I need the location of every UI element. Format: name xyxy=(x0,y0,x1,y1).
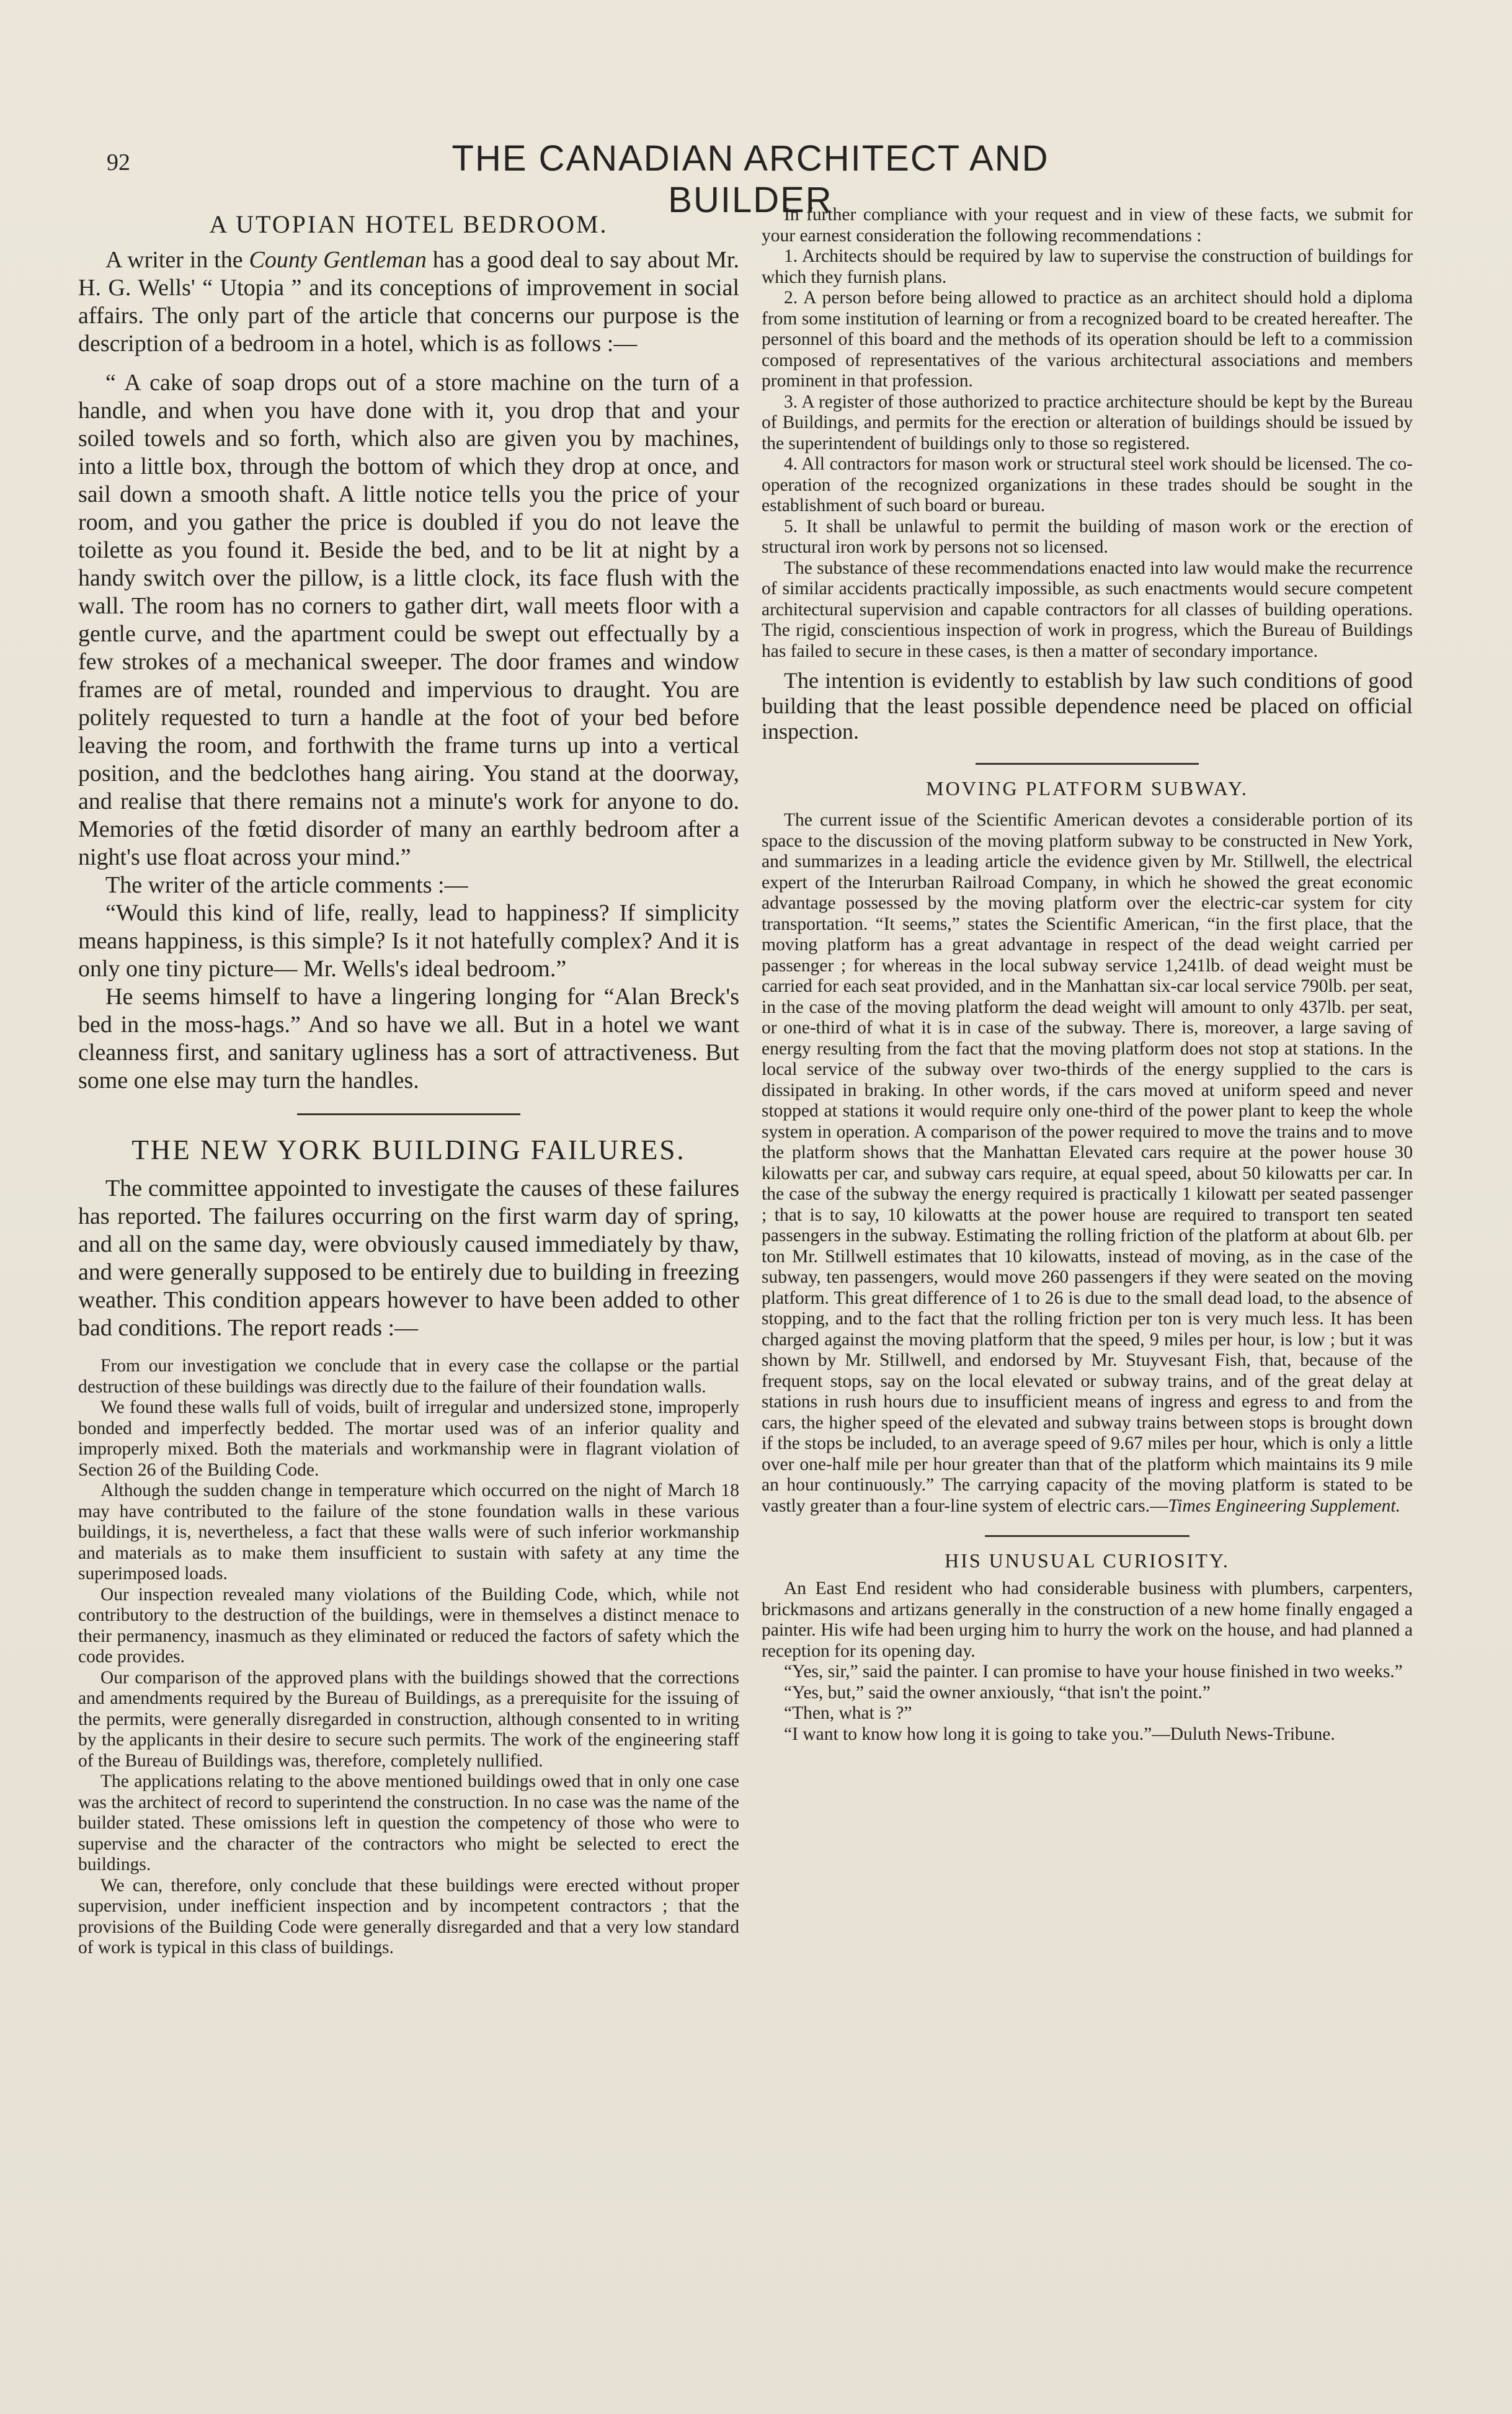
report-paragraph: We found these walls full of voids, built of irregular and undersized stone, improperly bonded and imperfectly bedded. The mortar used was of an inferior quality and improperly mixed. Both the materials and workmanship were in flagrant violation of Section 26 of the Building Code. xyxy=(78,1397,739,1480)
curiosity-paragraph: “Yes, but,” said the owner anxiously, “that isn't the point.” xyxy=(784,1682,1211,1703)
report-paragraph: In further compliance with your request and in view of these facts, we submit for your earnest consideration the following recommendations : xyxy=(762,205,1413,246)
failures-conclusion: The intention is evidently to establish by law such conditions of good building that the least possible dependence need be placed on official inspection. xyxy=(762,668,1413,744)
right-column xyxy=(762,205,1413,1745)
failures-intro: The committee appointed to investigate the causes of these failures has reported. The failures occurring on the first warm day of spring, and all on the same day, were obviously caused immediately by thaw, and were generally supposed to be entirely due to building in freezing weather. This condition appears however to have been added to other bad conditions. The report reads :— xyxy=(78,1175,739,1341)
failures-conclusion-block xyxy=(762,668,1413,744)
article-heading-moving-platform: MOVING PLATFORM SUBWAY. xyxy=(926,777,1248,799)
utopian-comment-quote: “Would this kind of life, really, lead to happiness? If simplicity means happiness, is this simple? Is it not hatefully complex? And it is only one tiny picture— Mr. Wells's ideal bedroom.” xyxy=(78,900,739,982)
failures-report-left xyxy=(78,1356,739,1959)
section-divider xyxy=(297,1113,520,1115)
article-moving-platform xyxy=(762,810,1413,1517)
report-paragraph: Our comparison of the approved plans with the buildings showed that the corrections and amendments required by the Bureau of Buildings, as a prerequisite for the issuing of the permits, were generally disregarded in construction, although consented to in writing by the applicants in their desire to secure such permits. The work of the engineering staff of the Bureau of Buildings was, therefore, completely nullified. xyxy=(78,1667,739,1771)
utopian-intro xyxy=(78,246,739,358)
report-paragraph: We can, therefore, only conclude that these buildings were erected without proper supervision, under inefficient inspection and by incompetent contractors ; that the provisions of the Building Code were generally disregarded and that a very low standard of work is typical in this class of buildings. xyxy=(78,1875,739,1957)
moving-platform-text: The current issue of the Scientific American devotes a considerable portion of its space to the discussion of the moving platform subway to be constructed in New York, and summarizes in a leading article the evidence given by Mr. Stillwell, the electrical expert of the Interurban Railroad Company, in which he showed the great economic advantage possessed by the moving platform over the electric-car system for city transportation. “It seems,” states the Scientific American, “in the first place, that the moving platform has a great advantage in respect of the dead weight carried per passenger ; for whereas in the local subway service 1,241lb. of dead weight must be carried for each seat provided, and in the Manhattan six-car local service 790lb. per seat, in the case of the moving platform the dead weight will amount to only 437lb. per seat, or one-third of what it is in case of the subway. There is, moreover, a large saving of energy resulting from the fact that the moving platform does not stop at stations. In the local service of the subway over two-thirds of the energy supplied to the cars is dissipated in braking. In other words, if the cars moved at uniform speed and never stopped at stations it would require only one-third of the power plant to keep the whole system in operation. A comparison of the power required to move the trains and to move the platform shows that the Manhattan Elevated cars require at the power house 30 kilowatts per car, and subway cars require, at equal speed, about 50 kilowatts per car. In the case of the subway the energy required is practically 1 kilowatt per seated passenger ; that is to say, 10 kilowatts at the power house are required to transport ten seated passengers in the subway. Estimating the rolling friction of the platform at about 6lb. per ton Mr. Stillwell estimates that 10 kilowatts, instead of moving, as in the case of the subway, ten passengers, would move 260 passengers if they were seated on the moving platform. This great difference of 1 to 26 is due to the small dead load, to the absence of stopping, and to the fact that the rolling friction per ton is very much less. It has been charged against the moving platform that the speed, 9 miles per hour, is low ; but it was shown by Mr. Stillwell, and endorsed by Mr. Stuyvesant Fish, that, because of the frequent stops, say on the local elevated or subway trains, and of the great delay at stations in rush hours due to insufficient means of ingress and egress to and from the cars, the higher speed of the elevated and subway trains between stops is brought down if the stops be included, to an average speed of 9.67 miles per hour, which is only a little over one-half mile per hour greater than that of the platform which maintains its 9 mile an hour continuously.” The carrying capacity of the moving platform is stated to be vastly greater than a four-line system of electric cars.— xyxy=(762,810,1413,1516)
failures-report-right xyxy=(762,205,1413,662)
utopian-quote: “ A cake of soap drops out of a store machine on the turn of a handle, and when you have done with it, you drop that and your soiled towels and so forth, which also are given you by machines, into a little box, through the bottom of which they drop at once, and sail down a smooth shaft. A little notice tells you the price of your room, and you gather the price is doubled if you do not leave the toilette as you found it. Beside the bed, and to be lit at night by a handy switch over the pillow, is a little clock, its face flush with the wall. The room has no corners to gather dirt, wall meets floor with a gentle curve, and the apartment could be swept out effectually by a few strokes of a mechanical sweeper. The door frames and window frames are of metal, rounded and impervious to draught. You are politely requested to turn a handle at the foot of your bed before leaving the room, and forthwith the frame turns up into a vertical position, and the bedclothes hang airing. You stand at the doorway, and realise that there remains not a minute's work for anyone to do. Memories of the fœtid disorder of many an earthly bedroom after a night's use float across your mind.” xyxy=(78,370,739,870)
curiosity-paragraph: “Yes, sir,” said the painter. I can promise to have your house finished in two weeks.” xyxy=(784,1662,1403,1681)
utopian-comment-intro: The writer of the article comments :— xyxy=(105,872,468,898)
recommendation-5: 5. It shall be unlawful to permit the building of mason work or the erection of structural iron work by persons not so licensed. xyxy=(762,516,1413,557)
failures-intro-block xyxy=(78,1175,739,1342)
article-heading-building-failures: THE NEW YORK BUILDING FAILURES. xyxy=(131,1134,686,1165)
article-curiosity xyxy=(762,1579,1413,1745)
publication-name: County Gentleman xyxy=(249,247,427,273)
section-divider xyxy=(985,1535,1190,1537)
recommendation-4: 4. All contractors for mason work or structural steel work should be licensed. The co-operation of the recognized organizations in these trades should be sought in the establishment of such board or bureau. xyxy=(762,454,1413,515)
report-paragraph: The applications relating to the above mentioned buildings owed that in only one case was the architect of record to superintend the construction. In no case was the name of the builder stated. These omissions left in question the competency of those who were to supervise and the character of the contractors who might be selected to erect the buildings. xyxy=(78,1771,739,1874)
intro-text-cont: has a good deal to say about Mr. H. G. Wells' “ Utopia ” and its conceptions of improvement in social affairs. The only part of the article that concerns our purpose is the description of a bedroom in a hotel, which is as follows :— xyxy=(78,247,739,357)
left-column xyxy=(78,205,739,1959)
section-divider xyxy=(976,763,1199,765)
report-paragraph: From our investigation we conclude that in every case the collapse or the partial destruction of these buildings was directly due to the failure of their foundation walls. xyxy=(78,1356,739,1397)
report-paragraph: Although the sudden change in temperature which occurred on the night of March 18 may have contributed to the failure of the stone foundation walls in these various buildings, it is, nevertheless, a fact that these walls were of such inferior workmanship and materials as to make them insufficient to sustain with safety at any time the superimposed loads. xyxy=(78,1481,739,1583)
masthead-title: THE CANADIAN ARCHITECT AND BUILDER xyxy=(451,138,1049,220)
curiosity-paragraph: “I want to know how long it is going to take you.”—Duluth News-Tribune. xyxy=(784,1724,1335,1744)
page-number: 92 xyxy=(107,149,130,176)
moving-platform-body xyxy=(762,810,1413,1517)
moving-platform-source: Times Engineering Supplement. xyxy=(1168,1495,1400,1516)
article-utopian xyxy=(78,246,739,1095)
recommendation-1: 1. Architects should be required by law to supervise the construction of buildings for which they furnish plans. xyxy=(762,246,1413,287)
recommendation-2: 2. A person before being allowed to practice as an architect should hold a diploma from some institution of learning or from a recognized board to be created hereafter. The personnel of this board and the methods of its operation should be left to a commission composed of representatives of the various architectural associations and members prominent in that profession. xyxy=(762,288,1413,391)
article-heading-utopian: A UTOPIAN HOTEL BEDROOM. xyxy=(209,210,608,238)
utopian-closing: He seems himself to have a lingering longing for “Alan Breck's bed in the moss-hags.” And so have we all. But in a hotel we want cleanness first, and sanitary ugliness has a sort of attractiveness. But some one else may turn the handles. xyxy=(78,984,739,1093)
report-paragraph: Our inspection revealed many violations of the Building Code, which, while not contributory to the destruction of the buildings, were in themselves a distinct menace to their permanency, inasmuch as they eliminated or reduced the factors of safety which the code provides. xyxy=(78,1584,739,1667)
recommendation-3: 3. A register of those authorized to practice architecture should be kept by the Bureau of Buildings, and permits for the erection or alteration of buildings should be issued by the superintendent of buildings only to those so registered. xyxy=(762,391,1413,453)
article-heading-curiosity: HIS UNUSUAL CURIOSITY. xyxy=(945,1549,1230,1572)
curiosity-paragraph: “Then, what is ?” xyxy=(784,1703,912,1723)
intro-text: A writer in the xyxy=(105,247,249,273)
report-paragraph: The substance of these recommendations enacted into law would make the recurrence of similar accidents practically impossible, as such enactments would secure competent architectural supervision and capable contractors for all classes of building operations. The rigid, conscientious inspection of work in progress, which the Bureau of Buildings has failed to secure in these cases, is then a matter of secondary importance. xyxy=(762,558,1413,661)
curiosity-paragraph: An East End resident who had considerable business with plumbers, carpenters, brickmasons and artizans generally in the construction of a new home finally engaged a painter. His wife had been urging him to hurry the work on the house, and had planned a reception for its opening day. xyxy=(762,1579,1413,1661)
